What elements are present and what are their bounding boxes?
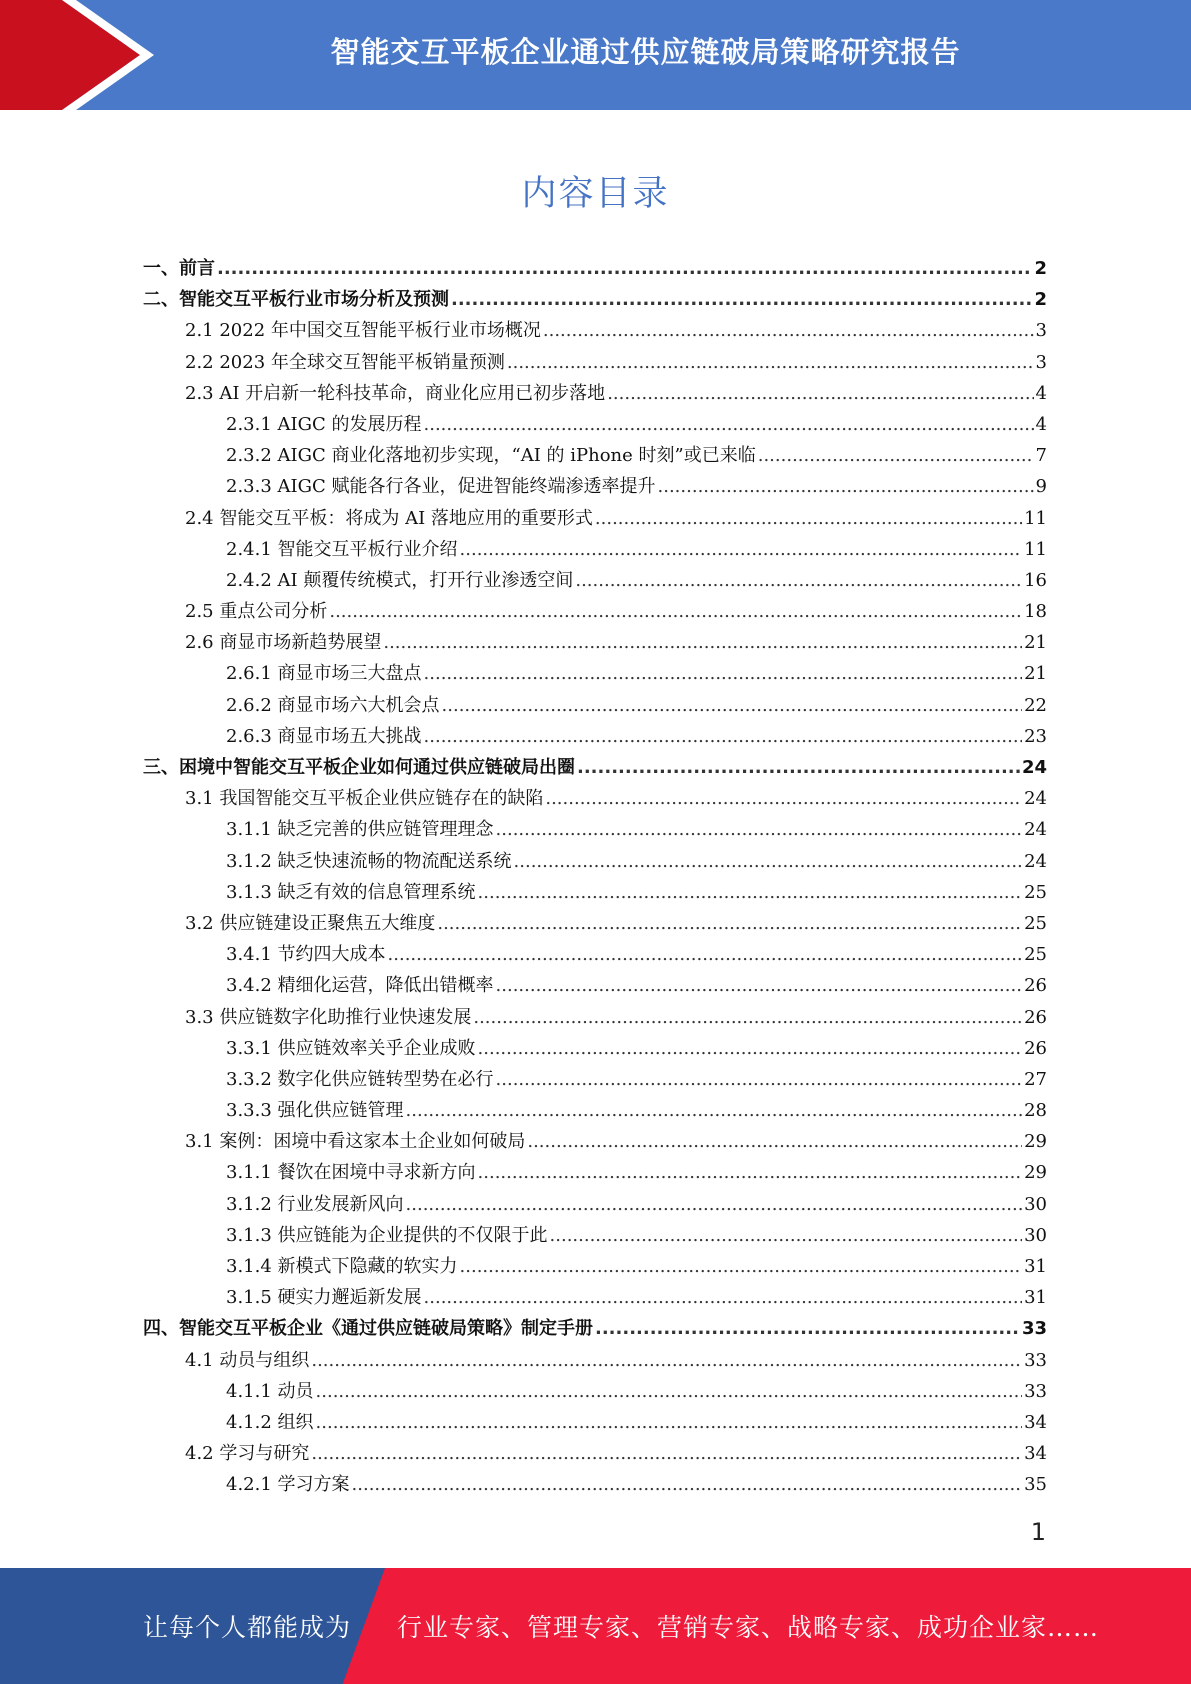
toc-entry-title: 3.3 供应链数字化助推行业快速发展 xyxy=(185,1006,472,1028)
toc-entry-page: 33 xyxy=(1024,1380,1047,1402)
toc-entry-page: 22 xyxy=(1024,694,1047,716)
toc-entry-page: 30 xyxy=(1024,1193,1047,1215)
toc-dot-leader xyxy=(311,1350,1022,1371)
toc-entry-title: 3.1.2 缺乏快速流畅的物流配送系统 xyxy=(226,850,512,872)
toc-dot-leader xyxy=(478,1162,1023,1183)
toc-entry-title: 2.6.3 商显市场五大挑战 xyxy=(226,725,422,747)
toc-entry[interactable] xyxy=(143,1470,1047,1501)
toc-dot-leader xyxy=(595,508,1022,529)
toc-entry-page: 29 xyxy=(1024,1131,1047,1153)
toc-dot-leader xyxy=(527,1131,1022,1152)
toc-entry[interactable] xyxy=(143,1221,1047,1252)
toc-entry-title: 3.1.1 缺乏完善的供应链管理理念 xyxy=(226,819,494,841)
toc-entry[interactable] xyxy=(143,566,1047,597)
toc-entry[interactable] xyxy=(143,722,1047,753)
toc-entry[interactable] xyxy=(143,1158,1047,1189)
toc-dot-leader xyxy=(758,445,1034,466)
toc-entry-page: 26 xyxy=(1024,975,1047,997)
toc-entry-page: 11 xyxy=(1024,507,1047,529)
toc-dot-leader xyxy=(311,1443,1022,1464)
toc-dot-leader xyxy=(658,476,1034,497)
page-number: 1 xyxy=(1030,1518,1046,1546)
toc-entry-title: 3.1.3 供应链能为企业提供的不仅限于此 xyxy=(226,1224,548,1246)
toc-entry[interactable] xyxy=(143,753,1047,784)
toc-entry[interactable] xyxy=(143,1408,1047,1439)
toc-entry-title: 2.3.2 AIGC 商业化落地初步实现，“AI 的 iPhone 时刻”或已来临 xyxy=(226,445,756,467)
toc-dot-leader xyxy=(473,1007,1022,1028)
toc-dot-leader xyxy=(424,726,1023,747)
toc-entry-title: 一、前言 xyxy=(143,258,215,279)
toc-entry-title: 3.3.3 强化供应链管理 xyxy=(226,1100,404,1122)
toc-dot-leader xyxy=(406,1100,1023,1121)
toc-entry-page: 9 xyxy=(1035,476,1047,498)
chevron-arrow-icon xyxy=(0,0,160,110)
toc-dot-leader xyxy=(514,851,1023,872)
toc-entry-page: 25 xyxy=(1024,912,1047,934)
toc-entry-page: 25 xyxy=(1024,944,1047,966)
toc-entry[interactable] xyxy=(143,691,1047,722)
toc-entry-page: 3 xyxy=(1035,320,1047,342)
toc-entry-title: 3.1.2 行业发展新风向 xyxy=(226,1193,404,1215)
toc-dot-leader xyxy=(424,1287,1023,1308)
toc-dot-leader xyxy=(217,258,1032,279)
toc-entry-page: 27 xyxy=(1024,1068,1047,1090)
toc-entry-page: 34 xyxy=(1024,1411,1047,1433)
toc-entry[interactable] xyxy=(143,1034,1047,1065)
toc-entry[interactable] xyxy=(143,1252,1047,1283)
toc-entry-title: 3.1 我国智能交互平板企业供应链存在的缺陷 xyxy=(185,788,544,810)
toc-entry-title: 2.3.3 AIGC 赋能各行各业，促进智能终端渗透率提升 xyxy=(226,476,656,498)
toc-entry[interactable] xyxy=(143,815,1047,846)
toc-dot-leader xyxy=(424,414,1034,435)
toc-entry-title: 2.2 2023 年全球交互智能平板销量预测 xyxy=(185,351,505,373)
toc-entry-title: 2.3 AI 开启新一轮科技革命，商业化应用已初步落地 xyxy=(185,382,606,404)
toc-entry[interactable] xyxy=(143,535,1047,566)
toc-heading: 内容目录 xyxy=(521,174,670,214)
toc-entry-title: 四、智能交互平板企业《通过供应链破局策略》制定手册 xyxy=(143,1318,593,1340)
toc-entry-title: 4.1 动员与组织 xyxy=(185,1349,310,1371)
toc-entry[interactable] xyxy=(143,878,1047,909)
toc-entry[interactable] xyxy=(143,784,1047,815)
toc-entry[interactable] xyxy=(143,1003,1047,1034)
report-title: 智能交互平板企业通过供应链破局策略研究报告 xyxy=(330,34,961,69)
toc-entry-page: 34 xyxy=(1024,1443,1047,1465)
toc-entry-page: 30 xyxy=(1024,1224,1047,1246)
toc-entry-page: 35 xyxy=(1024,1474,1047,1496)
toc-entry-page: 24 xyxy=(1021,757,1047,778)
toc-dot-leader xyxy=(545,788,1022,809)
toc-entry-title: 二、智能交互平板行业市场分析及预测 xyxy=(143,289,449,311)
toc-dot-leader xyxy=(575,570,1022,591)
toc-dot-leader xyxy=(437,913,1022,934)
toc-dot-leader xyxy=(496,1069,1023,1090)
toc-dot-leader xyxy=(424,663,1023,684)
toc-entry-title: 2.3.1 AIGC 的发展历程 xyxy=(226,413,422,435)
toc-dot-leader xyxy=(316,1381,1023,1402)
toc-entry-page: 33 xyxy=(1021,1318,1047,1340)
toc-entry-title: 2.1 2022 年中国交互智能平板行业市场概况 xyxy=(185,320,541,342)
toc-entry-page: 4 xyxy=(1035,382,1047,404)
toc-entry[interactable] xyxy=(143,379,1047,410)
toc-entry-title: 4.2.1 学习方案 xyxy=(226,1474,350,1496)
toc-entry[interactable] xyxy=(143,1127,1047,1158)
toc-dot-leader xyxy=(550,1225,1023,1246)
toc-dot-leader xyxy=(442,695,1023,716)
toc-entry[interactable] xyxy=(143,1314,1047,1345)
toc-entry-page: 18 xyxy=(1024,601,1047,623)
toc-entry[interactable] xyxy=(143,504,1047,535)
toc-entry-page: 26 xyxy=(1024,1006,1047,1028)
toc-entry[interactable] xyxy=(143,847,1047,878)
toc-dot-leader xyxy=(607,383,1033,404)
toc-entry[interactable] xyxy=(143,909,1047,940)
toc-dot-leader xyxy=(460,1256,1023,1277)
toc-dot-leader xyxy=(595,1318,1020,1339)
toc-entry[interactable] xyxy=(143,1439,1047,1470)
toc-entry-page: 21 xyxy=(1024,632,1047,654)
toc-entry-page: 2 xyxy=(1034,258,1047,279)
toc-entry-page: 16 xyxy=(1024,569,1047,591)
toc-entry-page: 2 xyxy=(1034,289,1047,311)
toc-entry-title: 三、困境中智能交互平板企业如何通过供应链破局出圈 xyxy=(143,757,575,778)
toc-dot-leader xyxy=(316,1412,1023,1433)
toc-entry-title: 2.6.2 商显市场六大机会点 xyxy=(226,694,440,716)
toc-entry-title: 3.3.1 供应链效率关乎企业成败 xyxy=(226,1037,476,1059)
toc-entry-title: 4.1.1 动员 xyxy=(226,1380,314,1402)
toc-dot-leader xyxy=(352,1474,1023,1495)
toc-entry-title: 3.1 案例：困境中看这家本土企业如何破局 xyxy=(185,1131,526,1153)
toc-dot-leader xyxy=(577,757,1020,778)
toc-entry[interactable] xyxy=(143,472,1047,503)
toc-entry-page: 7 xyxy=(1035,445,1047,467)
footer-slogan-left: 让每个人都能成为 xyxy=(143,1613,352,1642)
toc-entry-title: 3.4.1 节约四大成本 xyxy=(226,944,386,966)
toc-entry[interactable] xyxy=(143,659,1047,690)
toc-entry-title: 2.6 商显市场新趋势展望 xyxy=(185,632,382,654)
page-footer xyxy=(0,1568,1191,1684)
toc-dot-leader xyxy=(478,1038,1023,1059)
toc-entry[interactable] xyxy=(143,628,1047,659)
toc-entry-title: 2.4.1 智能交互平板行业介绍 xyxy=(226,538,458,560)
toc-entry[interactable] xyxy=(143,285,1047,316)
toc-entry-title: 2.4 智能交互平板：将成为 AI 落地应用的重要形式 xyxy=(185,507,593,529)
toc-entry-title: 3.2 供应链建设正聚焦五大维度 xyxy=(185,912,436,934)
toc-dot-leader xyxy=(496,975,1023,996)
toc-dot-leader xyxy=(496,819,1023,840)
toc-entry-page: 33 xyxy=(1024,1349,1047,1371)
toc-dot-leader xyxy=(329,601,1022,622)
toc-dot-leader xyxy=(383,632,1022,653)
toc-entry[interactable] xyxy=(143,971,1047,1002)
toc-entry[interactable] xyxy=(143,410,1047,441)
toc-entry[interactable] xyxy=(143,1190,1047,1221)
toc-entry[interactable] xyxy=(143,597,1047,628)
page-header xyxy=(0,0,1191,110)
toc-entry-title: 3.4.2 精细化运营，降低出错概率 xyxy=(226,975,494,997)
toc-entry[interactable] xyxy=(143,940,1047,971)
toc-entry-title: 4.2 学习与研究 xyxy=(185,1443,310,1465)
toc-entry[interactable] xyxy=(143,348,1047,379)
toc-entry-page: 21 xyxy=(1024,663,1047,685)
toc-entry-page: 3 xyxy=(1035,351,1047,373)
toc-entry-page: 24 xyxy=(1024,850,1047,872)
toc-dot-leader xyxy=(451,289,1032,310)
footer-slogan-right: 行业专家、管理专家、营销专家、战略专家、成功企业家…… xyxy=(397,1613,1100,1642)
toc-entry[interactable] xyxy=(143,1283,1047,1314)
toc-entry-page: 28 xyxy=(1024,1100,1047,1122)
toc-entry-page: 29 xyxy=(1024,1162,1047,1184)
toc-entry-page: 31 xyxy=(1024,1256,1047,1277)
toc-entry-page: 24 xyxy=(1024,819,1047,841)
toc-entry-title: 3.1.5 硬实力邂逅新发展 xyxy=(226,1287,422,1309)
toc-entry-page: 4 xyxy=(1035,413,1047,435)
toc-dot-leader xyxy=(543,320,1034,341)
toc-entry-title: 2.5 重点公司分析 xyxy=(185,601,328,623)
toc-entry-page: 11 xyxy=(1024,538,1047,560)
table-of-contents xyxy=(143,254,1047,1502)
toc-dot-leader xyxy=(478,882,1023,903)
toc-entry-page: 31 xyxy=(1024,1287,1047,1309)
toc-entry-title: 2.4.2 AI 颠覆传统模式，打开行业渗透空间 xyxy=(226,569,574,591)
toc-entry-title: 3.1.4 新模式下隐藏的软实力 xyxy=(226,1256,458,1277)
toc-entry-page: 24 xyxy=(1024,788,1047,810)
toc-entry-page: 26 xyxy=(1024,1037,1047,1059)
toc-dot-leader xyxy=(507,352,1034,373)
toc-entry[interactable] xyxy=(143,254,1047,285)
toc-entry[interactable] xyxy=(143,1346,1047,1377)
toc-dot-leader xyxy=(460,539,1023,560)
toc-dot-leader xyxy=(388,944,1023,965)
toc-dot-leader xyxy=(406,1194,1023,1215)
toc-entry-title: 3.1.1 餐饮在困境中寻求新方向 xyxy=(226,1162,476,1184)
toc-entry-title: 4.1.2 组织 xyxy=(226,1411,314,1433)
toc-entry[interactable] xyxy=(143,1377,1047,1408)
toc-entry[interactable] xyxy=(143,1065,1047,1096)
toc-entry[interactable] xyxy=(143,1096,1047,1127)
toc-entry-title: 3.3.2 数字化供应链转型势在必行 xyxy=(226,1068,494,1090)
toc-entry[interactable] xyxy=(143,316,1047,347)
toc-entry[interactable] xyxy=(143,441,1047,472)
toc-entry-page: 23 xyxy=(1024,725,1047,747)
toc-entry-page: 25 xyxy=(1024,881,1047,903)
toc-entry-title: 2.6.1 商显市场三大盘点 xyxy=(226,663,422,685)
toc-entry-title: 3.1.3 缺乏有效的信息管理系统 xyxy=(226,881,476,903)
